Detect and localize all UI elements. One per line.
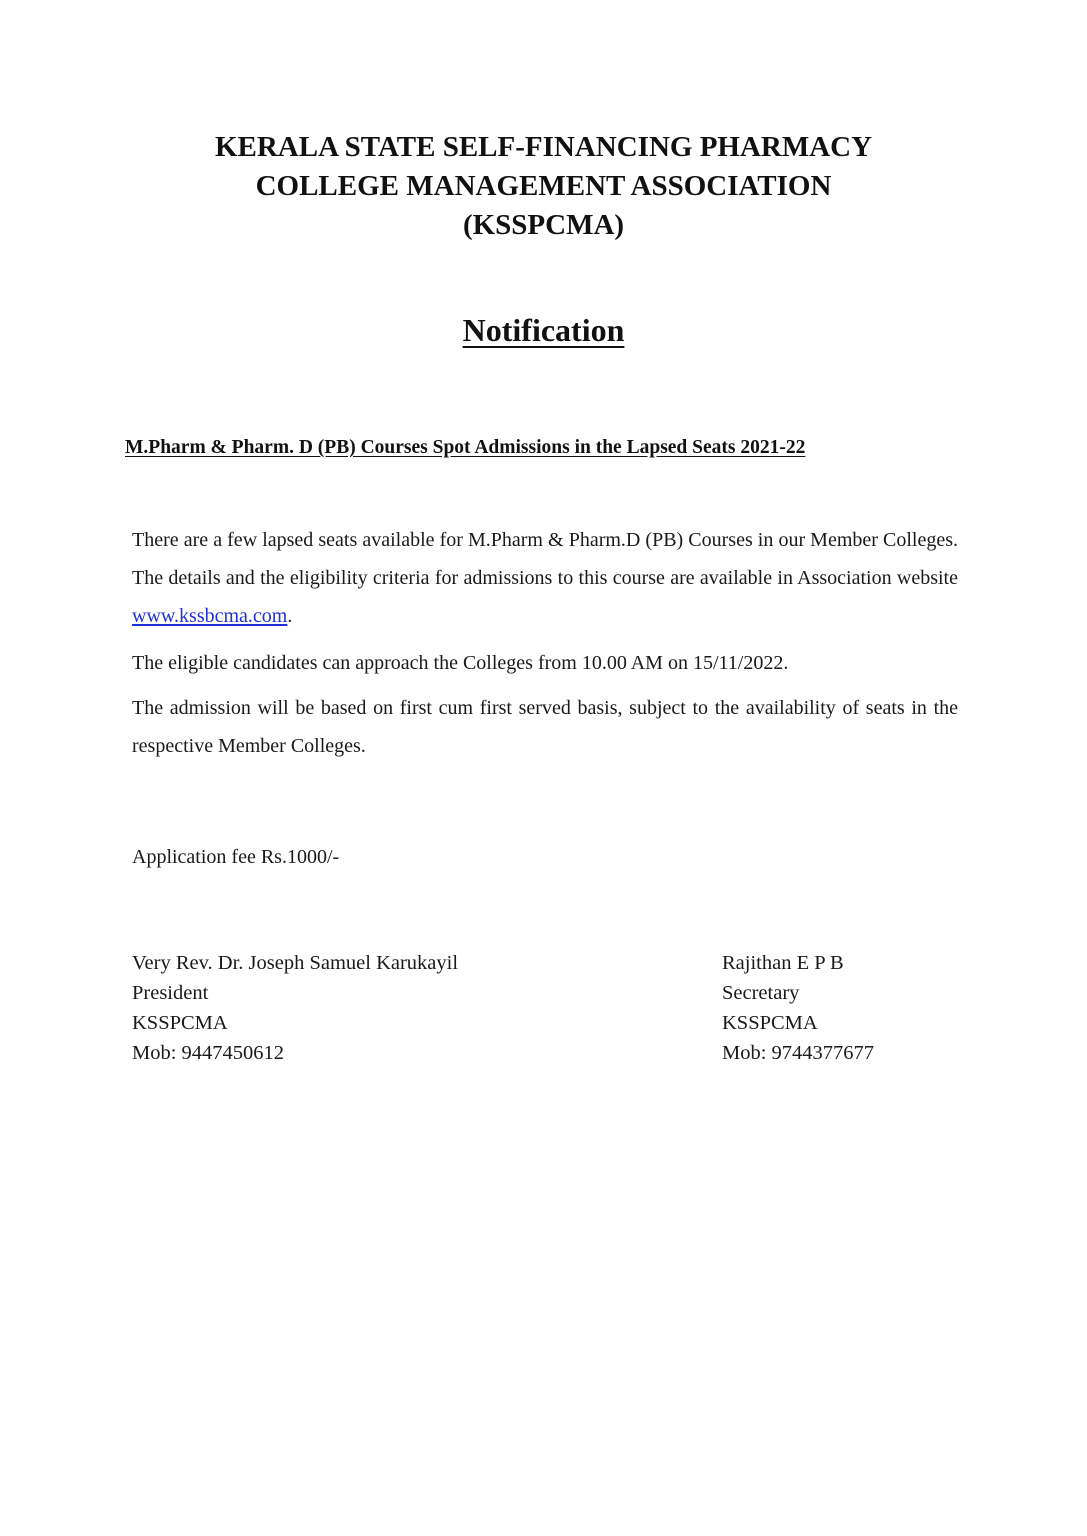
signatory-mobile: Mob: 9447450612 <box>132 1042 285 1064</box>
notification-title: Notification <box>462 312 625 348</box>
organization-header <box>0 128 1087 245</box>
paragraph-approach-date: The eligible candidates can approach the Colleges from 10.00 AM on 15/11/2022. <box>132 652 789 674</box>
association-website-link[interactable]: www.kssbcma.com <box>132 605 288 627</box>
paragraph-admission-basis: The admission will be based on first cum first served basis, subject to the availability of seats in the respective Member Colleges. <box>132 697 958 757</box>
paragraph-lapsed-seats-end: . <box>287 605 293 627</box>
org-title-line-2: COLLEGE MANAGEMENT ASSOCIATION <box>255 170 832 202</box>
application-fee: Application fee Rs.1000/- <box>132 846 340 868</box>
org-title-line-3: (KSSPCMA) <box>462 209 625 241</box>
signatory-role: President <box>132 982 209 1004</box>
signatory-name: Rajithan E P B <box>722 952 844 974</box>
paragraph-lapsed-seats-text: There are a few lapsed seats available for M.Pharm & Pharm.D (PB) Courses in our Member Colleges. The details and the eligibility criteria for admissions to this course are available in Association website <box>132 529 958 589</box>
signatory-president <box>132 948 458 1068</box>
signatory-org: KSSPCMA <box>722 1012 818 1034</box>
signatory-secretary <box>722 948 874 1068</box>
paragraph-lapsed-seats <box>132 521 958 635</box>
signatory-role: Secretary <box>722 982 800 1004</box>
signatory-name: Very Rev. Dr. Joseph Samuel Karukayil <box>132 952 459 974</box>
notification-subject: M.Pharm & Pharm. D (PB) Courses Spot Admissions in the Lapsed Seats 2021-22 <box>125 437 806 458</box>
signatory-org: KSSPCMA <box>132 1012 228 1034</box>
org-title-line-1: KERALA STATE SELF-FINANCING PHARMACY <box>214 131 873 163</box>
signatory-mobile: Mob: 9744377677 <box>722 1042 875 1064</box>
